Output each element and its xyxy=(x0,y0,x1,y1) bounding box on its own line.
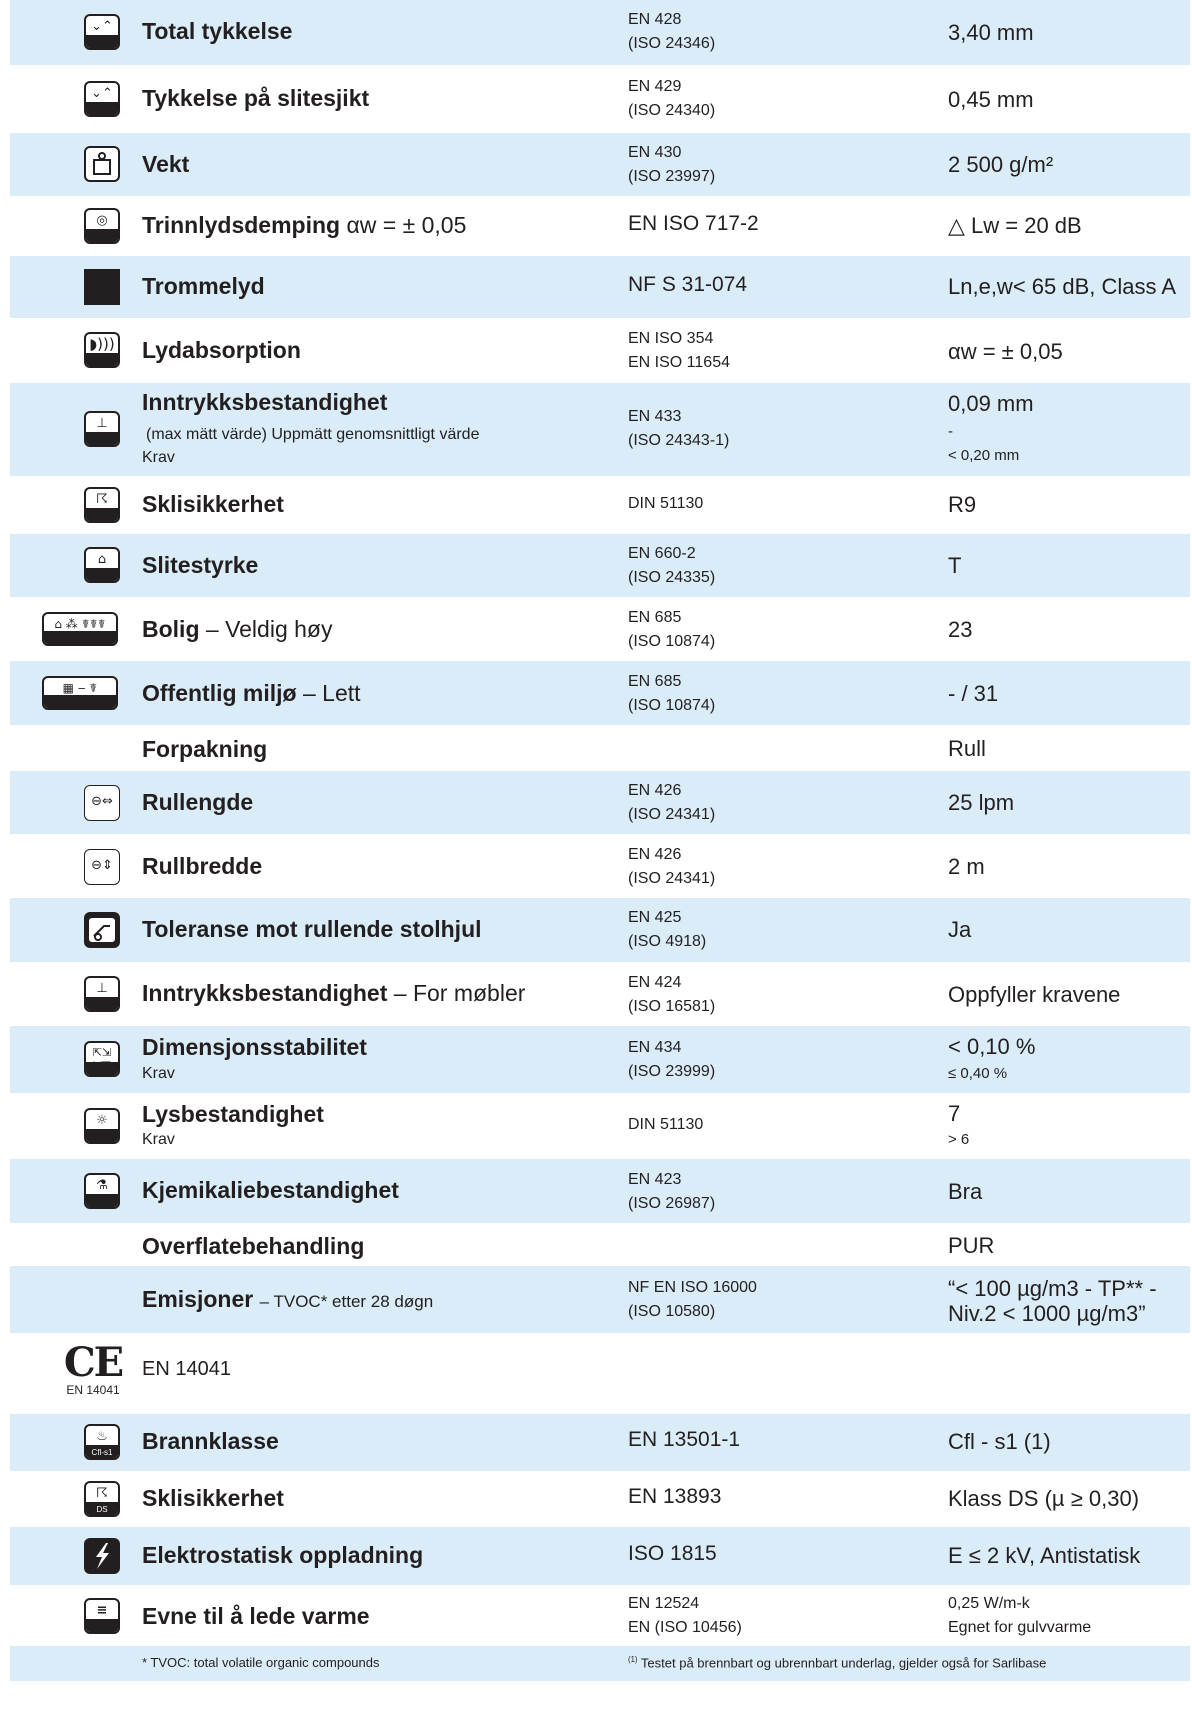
table-row xyxy=(10,725,1190,771)
property-qualifier: αw = ± 0,05 xyxy=(346,212,467,238)
standard-iso: (ISO 4918) xyxy=(628,933,707,950)
standard-iso: (ISO 10580) xyxy=(628,1303,716,1320)
commercial-class-icon: ▦ ‒ ☤ xyxy=(42,676,118,710)
property-value: 7 xyxy=(948,1101,961,1126)
property-qualifier: – TVOC* etter 28 døgn xyxy=(259,1292,434,1311)
standard-iso: (ISO 24341) xyxy=(628,870,716,887)
underfloor-heating-icon: ≡ xyxy=(84,1598,120,1634)
table-row xyxy=(10,476,1190,534)
property-value: 2 500 g/m² xyxy=(948,152,1054,177)
property-requirement: Krav xyxy=(142,1065,175,1082)
table-row xyxy=(10,661,1190,725)
footnotes xyxy=(10,1646,1190,1681)
property-value: Ja xyxy=(948,917,972,942)
property-value: Oppfyller kravene xyxy=(948,982,1121,1007)
property-name: Slitestyrke xyxy=(142,552,259,578)
property-name: Dimensjonsstabilitet xyxy=(142,1034,367,1060)
standard-iso: (ISO 24346) xyxy=(628,35,716,52)
property-value: Cfl - s1 (1) xyxy=(948,1429,1051,1454)
standard: ISO 1815 xyxy=(628,1542,717,1565)
table-row xyxy=(10,962,1190,1026)
thickness-icon: ⌄⌃ xyxy=(84,14,120,50)
table-row xyxy=(10,1527,1190,1585)
property-name: Rullbredde xyxy=(142,853,263,879)
property-qualifier: – Lett xyxy=(303,680,361,706)
property-name: Bolig xyxy=(142,616,200,642)
standard-iso: (ISO 26987) xyxy=(628,1195,716,1212)
standard-iso: (ISO 24340) xyxy=(628,102,716,119)
standard: EN 430 xyxy=(628,144,682,161)
property-value: “< 100 µg/m3 - TP** - xyxy=(948,1276,1157,1301)
property-value: αw = ± 0,05 xyxy=(948,339,1063,364)
standard-iso: (ISO 10874) xyxy=(628,633,716,650)
property-value: 0,09 mm xyxy=(948,391,1034,416)
table-row xyxy=(10,771,1190,834)
property-name: Evne til å lede varme xyxy=(142,1603,370,1629)
property-requirement-value: ≤ 0,40 % xyxy=(948,1065,1008,1082)
standard: EN 425 xyxy=(628,909,682,926)
property-requirement: Krav xyxy=(142,449,175,466)
standard: EN 423 xyxy=(628,1171,682,1188)
property-qualifier: – Veldig høy xyxy=(205,616,333,642)
property-value: < 0,10 % xyxy=(948,1034,1036,1059)
property-name: Overflatebehandling xyxy=(142,1233,365,1259)
table-row xyxy=(10,597,1190,661)
table-row xyxy=(10,1266,1190,1333)
property-requirement-value: < 0,20 mm xyxy=(948,447,1020,464)
table-row xyxy=(10,383,1190,476)
property-value: 3,40 mm xyxy=(948,20,1034,45)
standard: EN 685 xyxy=(628,609,682,626)
standard-iso: (ISO 10874) xyxy=(628,697,716,714)
property-name: Lydabsorption xyxy=(142,337,301,363)
property-value: △ Lw = 20 dB xyxy=(948,213,1082,238)
property-name: Trommelyd xyxy=(142,273,265,299)
property-name: Offentlig miljø xyxy=(142,680,297,706)
table-row xyxy=(10,1223,1190,1266)
table-row xyxy=(10,133,1190,196)
standard: EN 426 xyxy=(628,846,682,863)
standard: EN 660-2 xyxy=(628,545,696,562)
chemical-resistance-icon: ⚗ xyxy=(84,1173,120,1209)
property-value: 25 lpm xyxy=(948,790,1015,815)
property-value: PUR xyxy=(948,1233,995,1258)
property-value: Klass DS (µ ≥ 0,30) xyxy=(948,1486,1140,1511)
standard: EN 13893 xyxy=(628,1485,722,1508)
property-qualifier: – For møbler xyxy=(393,980,526,1006)
standard-iso: (ISO 24341) xyxy=(628,806,716,823)
table-row xyxy=(10,1159,1190,1223)
footnote-tvoc: * TVOC: total volatile organic compounds xyxy=(142,1655,380,1670)
standard: EN 429 xyxy=(628,78,682,95)
standard: DIN 51130 xyxy=(628,495,704,512)
table-row xyxy=(10,834,1190,898)
table-row xyxy=(10,65,1190,133)
antistatic-icon xyxy=(84,1538,120,1574)
fire-class-icon-label: Cfl-s1 xyxy=(86,1445,118,1458)
standard: EN 685 xyxy=(628,673,682,690)
property-name: Sklisikkerhet xyxy=(142,1485,284,1511)
dimensional-stability-icon: ⇱⇲ xyxy=(84,1041,120,1077)
standard-iso: (ISO 23999) xyxy=(628,1063,716,1080)
sound-absorption-icon: ◗))) xyxy=(84,332,120,368)
fire-class-icon: ♨ Cfl-s1 xyxy=(84,1424,120,1460)
standard: EN 424 xyxy=(628,974,682,991)
standard: EN 433 xyxy=(628,408,682,425)
property-value: R9 xyxy=(948,492,977,517)
standard: EN 428 xyxy=(628,11,682,28)
property-value: 0,25 W/m-k xyxy=(948,1595,1030,1612)
standard: EN 434 xyxy=(628,1039,682,1056)
property-name: Inntrykksbestandighet xyxy=(142,980,388,1006)
property-name: Inntrykksbestandighet xyxy=(142,389,388,415)
standard: NF S 31-074 xyxy=(628,273,748,296)
weight-icon xyxy=(84,146,120,182)
property-name: Total tykkelse xyxy=(142,18,293,44)
property-name: Brannklasse xyxy=(142,1428,279,1454)
property-requirement: Krav xyxy=(142,1131,175,1148)
property-name: Trinnlydsdemping xyxy=(142,212,341,238)
standard: EN ISO 717-2 xyxy=(628,212,759,235)
roll-length-icon: ⊖⇔ xyxy=(84,785,120,821)
table-row xyxy=(10,1026,1190,1093)
property-value: - / 31 xyxy=(948,681,999,706)
property-note: (max mätt värde) Uppmätt genomsnittligt värde xyxy=(146,426,480,443)
impact-sound-icon: ◎ xyxy=(84,208,120,244)
indentation-icon: ⊥ xyxy=(84,411,120,447)
standard-iso: EN ISO 11654 xyxy=(628,354,730,371)
standard-iso: EN (ISO 10456) xyxy=(628,1619,742,1636)
table-row xyxy=(10,196,1190,256)
footnote-marker: (1) xyxy=(628,1655,638,1664)
standard-iso: (ISO 24343-1) xyxy=(628,432,730,449)
wear-resistance-icon: ⌂ xyxy=(84,547,120,583)
property-name: Rullengde xyxy=(142,789,254,815)
slip-ds-icon-label: DS xyxy=(86,1502,118,1515)
property-name: Vekt xyxy=(142,151,190,177)
ce-standard: EN 14041 xyxy=(142,1358,231,1380)
standard: NF EN ISO 16000 xyxy=(628,1279,757,1296)
table-row xyxy=(10,1414,1190,1471)
property-value: E ≤ 2 kV, Antistatisk xyxy=(948,1543,1141,1568)
table-row xyxy=(10,256,1190,318)
property-value-note: Egnet for gulvvarme xyxy=(948,1619,1092,1636)
castor-chair-icon xyxy=(84,912,120,948)
ce-mark-logo xyxy=(60,1339,126,1397)
table-row xyxy=(10,1585,1190,1646)
property-value-continued: Niv.2 < 1000 µg/m3” xyxy=(948,1301,1146,1326)
property-name: Lysbestandighet xyxy=(142,1101,324,1127)
table-row xyxy=(10,1333,1190,1414)
residential-class-icon: ⌂ ⁂ ☤☤☤ xyxy=(42,612,118,646)
property-value: 0,45 mm xyxy=(948,87,1034,112)
property-value: Bra xyxy=(948,1179,983,1204)
property-name: Emisjoner xyxy=(142,1286,254,1312)
table-row xyxy=(10,1093,1190,1159)
property-value: 23 xyxy=(948,617,973,642)
standard-iso: (ISO 23997) xyxy=(628,168,716,185)
property-requirement-value: > 6 xyxy=(948,1131,970,1148)
property-name: Forpakning xyxy=(142,736,268,762)
standard: EN 13501-1 xyxy=(628,1428,741,1451)
property-value: Ln,e,w< 65 dB, Class A xyxy=(948,274,1177,299)
standard: EN 12524 xyxy=(628,1595,700,1612)
standard-iso: (ISO 24335) xyxy=(628,569,716,586)
table-row xyxy=(10,0,1190,65)
ce-mark: CE xyxy=(63,1339,123,1386)
table-row xyxy=(10,534,1190,597)
footnote-fire-test: Testet på brennbart og ubrennbart underlag, gjelder også for Sarlibase xyxy=(640,1655,1047,1671)
property-name: Tykkelse på slitesjikt xyxy=(142,85,370,111)
property-value: T xyxy=(948,553,962,578)
standard: EN 426 xyxy=(628,782,682,799)
property-name: Toleranse mot rullende stolhjul xyxy=(142,916,482,942)
property-name: Kjemikaliebestandighet xyxy=(142,1177,399,1203)
property-value: Rull xyxy=(948,736,986,761)
standard-iso: (ISO 16581) xyxy=(628,998,716,1015)
furniture-indentation-icon: ⊥ xyxy=(84,976,120,1012)
ce-mark-caption: EN 14041 xyxy=(66,1383,120,1397)
table-row xyxy=(10,898,1190,962)
light-fastness-icon: ☼ xyxy=(84,1108,120,1144)
roll-width-icon: ⊖⇕ xyxy=(84,849,120,885)
property-value: 2 m xyxy=(948,854,985,879)
slip-ds-icon: ☈ DS xyxy=(84,1481,120,1517)
property-name: Sklisikkerhet xyxy=(142,491,284,517)
product-specification-table xyxy=(10,0,1190,1681)
property-name: Elektrostatisk oppladning xyxy=(142,1542,424,1568)
table-row xyxy=(10,1471,1190,1527)
drum-sound-icon xyxy=(84,269,120,305)
standard: DIN 51130 xyxy=(628,1116,704,1133)
wear-layer-icon: ⌄⌃ xyxy=(84,81,120,117)
slip-resistance-icon: ☈ xyxy=(84,487,120,523)
property-value-separator: - xyxy=(948,423,953,440)
table-row xyxy=(10,318,1190,383)
standard: EN ISO 354 xyxy=(628,330,714,347)
